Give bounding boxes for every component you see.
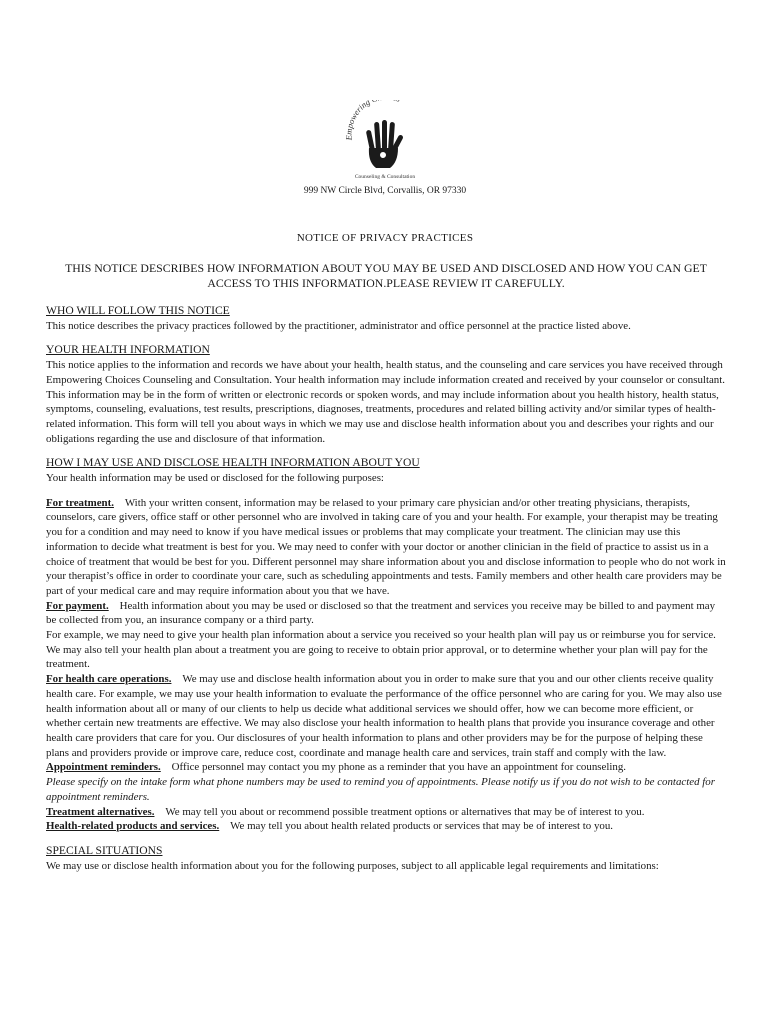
section-heading-use-disclose: HOW I MAY USE AND DISCLOSE HEALTH INFORMATION ABOUT YOU — [46, 456, 420, 470]
appointment-text: Office personnel may contact you my phone as a reminder that you have an appointment for counseling. — [171, 761, 626, 774]
document-title: NOTICE OF PRIVACY PRACTICES — [296, 232, 474, 244]
logo-caption: Counseling & Consultation — [354, 174, 416, 180]
operations-text: We may use and disclose health information about you in order to make sure that you and our other clients receive quality health care. For example, we may use your health information to evaluate the performance of the office personnel who are caring for you. We may also use health information about all or many of our clients to help us decide what additional services we should offer, how we can become more efficient, or whether certain new treatments are effective. We may also disclose your health information to health plans that provide you insurance coverage and other health care providers that care for you. Our disclosures of your health information to plans and other providers may be for the purpose of helping these plans and providers provide or improve care, reduce cost, coordinate and manage health care and services, train staff and comply with the law. — [46, 673, 722, 759]
appointment-note: Please specify on the intake form what phone numbers may be used to remind you of appointments. Please notify us if you do not wish to be contacted for appointment reminders. — [46, 776, 715, 803]
payment-text: Health information about you may be used or disclosed so that the treatment and services you receive may be billed to and payment may be collected from you, an insurance company or a third party. — [46, 599, 716, 627]
treatment-paragraph — [46, 496, 726, 599]
products-label: Health-related products and services. — [46, 820, 220, 833]
alternatives-paragraph — [46, 805, 726, 820]
payment-example: For example, we may need to give your health plan information about a service you received so your health plan will pay us or reimburse you for service. We may also tell your health plan about a treatment you are going to receive to obtain prior approval, or to determine whether your plan will pay for the treatment. — [46, 629, 716, 671]
section-heading-special: SPECIAL SITUATIONS — [46, 843, 163, 857]
special-text: We may use or disclose health information about you for the following purposes, subject to all applicable legal requirements and limitations: — [46, 859, 659, 872]
products-paragraph — [46, 819, 726, 834]
treatment-text: With your written consent, information may be relased to your primary care physician and/or other treating physicians, therapists, counselors, care givers, office staff or other personnel who are involved in taking care of you and your health. For example, your therapist may be treating you for a condition and may need to know if you have medical issues or problems that may complicate your treatment. The clinician may use this information to decide what treatment is best for you. We may need to confer with your doctor or another clinician in the field of practice to assist us in a choice of treatment that would be best for you. Different personnel may share information about you and disclose information to people who do not work in your therapist’s office in order to coordinate your care, such as scheduling appointments and tests. Family members and other health care providers may be part of your medical care and may require information about you that we have. — [46, 496, 726, 597]
notice-description: THIS NOTICE DESCRIBES HOW INFORMATION ABOUT YOU MAY BE USED AND DISCLOSED AND HOW YOU CAN GET ACCESS TO THIS INFORMATION.PLEASE REVIEW IT CAREFULLY. — [65, 261, 707, 290]
treatment-label: For treatment. — [46, 496, 114, 509]
payment-label: For payment. — [46, 599, 109, 612]
section-heading-health-info: YOUR HEALTH INFORMATION — [46, 343, 210, 357]
health-info-text: This notice applies to the information and records we have about your health, health status, and the counseling and care services you have received through Empowering Choices Counseling and Consultation. Your health information may include information created and received by your counselor or consultant. This information may be in the form of written or electronic records or spoken words, and may include information about you health history, health status, symptoms, counseling, evaluations, test results, prescriptions, diagnoses, treatments, procedures and related billing activity and/or similar types of health-related information. This form will tell you about ways in which we may use and disclose health information about you and describes your rights and our obligations regarding the use and disclosure of that information. — [46, 359, 725, 445]
use-disclose-intro: Your health information may be used or disclosed for the following purposes: — [46, 472, 384, 485]
logo — [338, 100, 433, 182]
appointment-label: Appointment reminders. — [46, 761, 161, 774]
section-heading-who: WHO WILL FOLLOW THIS NOTICE — [46, 304, 230, 317]
logo-arc-text: Empowering — [343, 100, 372, 141]
appointment-paragraph — [46, 760, 726, 775]
practice-address: 999 NW Circle Blvd, Corvallis, OR 97330 — [303, 186, 467, 196]
payment-paragraph — [46, 599, 726, 628]
hand-logo-icon — [338, 100, 433, 182]
document-body — [46, 304, 726, 873]
operations-label: For health care operations. — [46, 673, 172, 686]
products-text: We may tell you about health related products or services that may be of interest to you. — [230, 820, 614, 833]
alternatives-text: We may tell you about or recommend possible treatment options or alternatives that may be of interest to you. — [165, 805, 645, 818]
operations-paragraph — [46, 672, 726, 760]
alternatives-label: Treatment alternatives. — [46, 805, 155, 818]
who-text: This notice describes the privacy practices followed by the practitioner, administrator and office personnel at the practice listed above. — [46, 319, 631, 332]
